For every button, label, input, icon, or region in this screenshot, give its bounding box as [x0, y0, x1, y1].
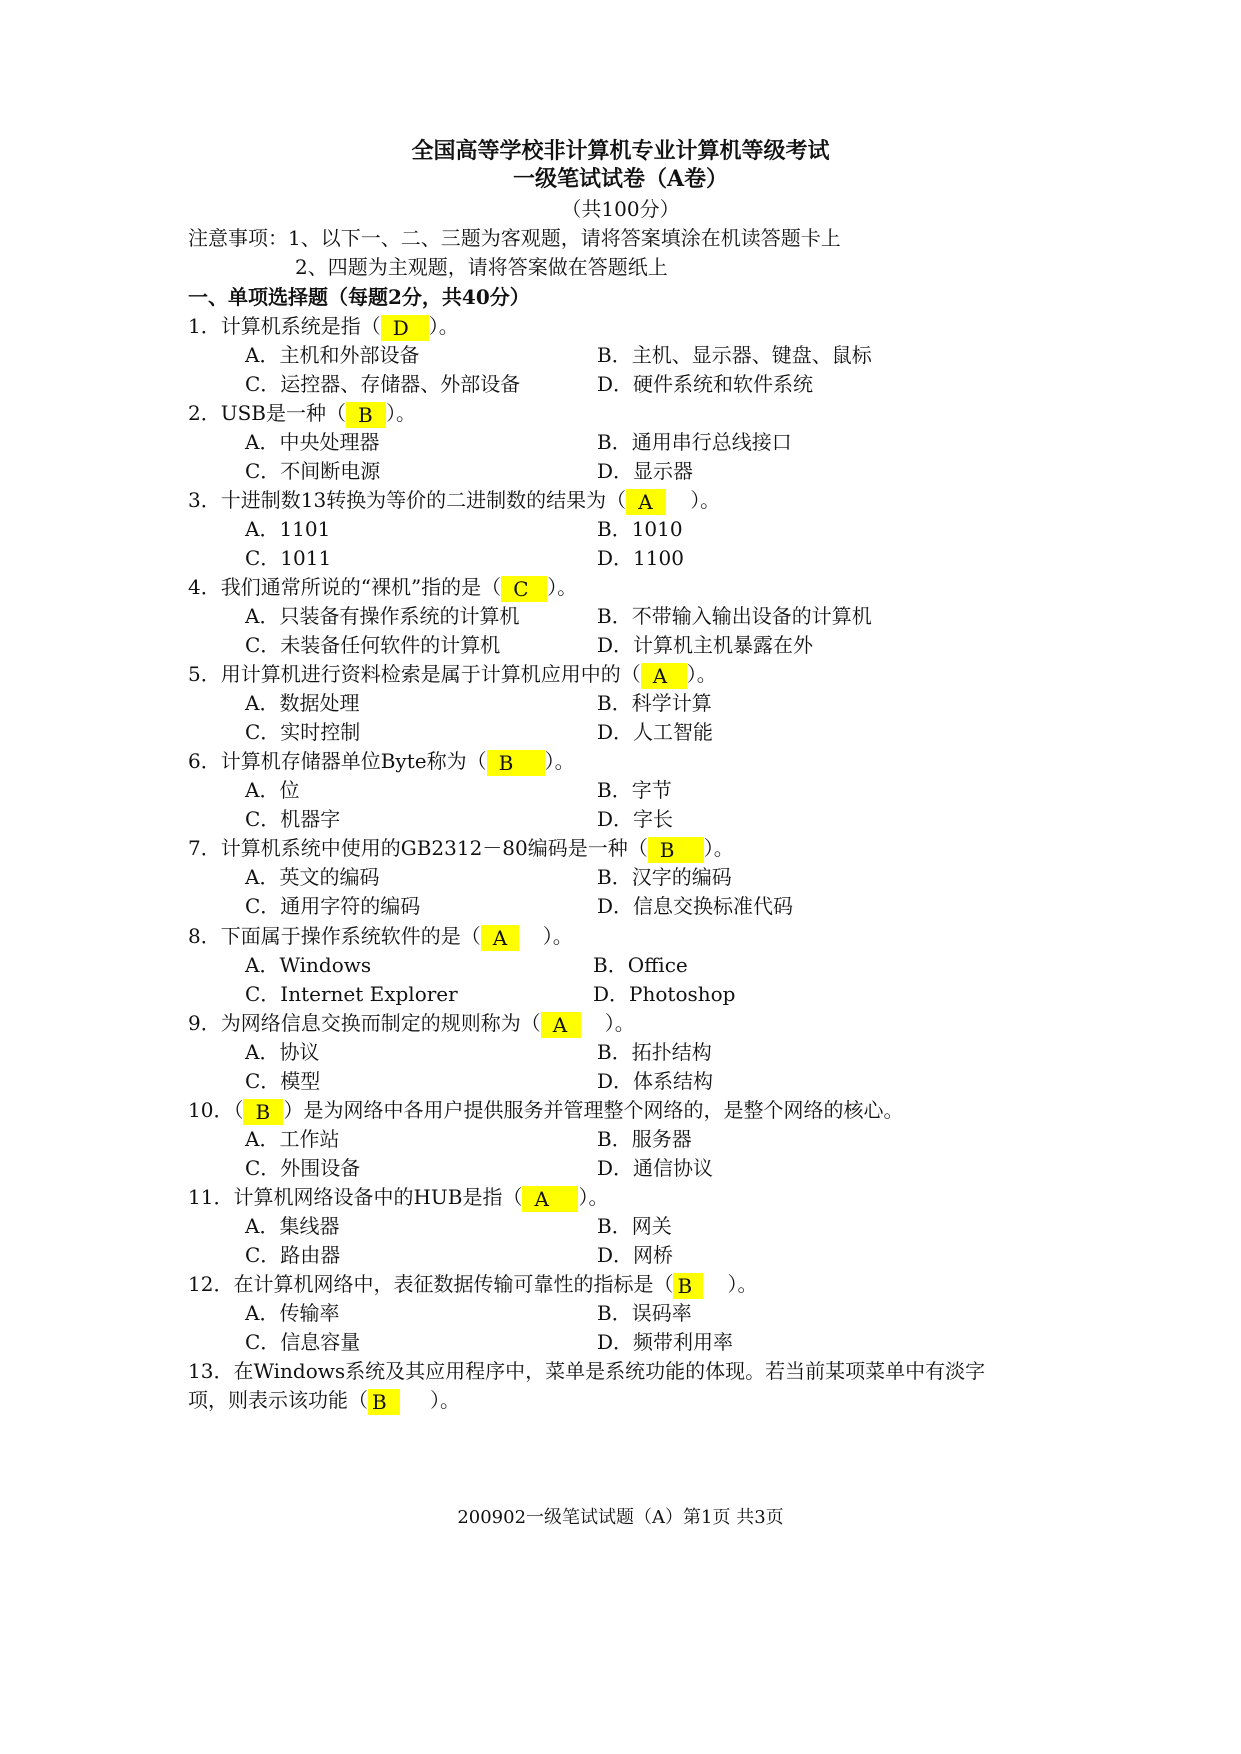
answer-highlight: C [501, 576, 547, 602]
answer-highlight: B [243, 1099, 283, 1125]
total-score: （共100分） [561, 197, 680, 221]
option-a: A．数据处理 [245, 691, 360, 715]
exam-subtitle: 一级笔试试卷（A卷） [512, 166, 729, 192]
option-d: D．计算机主机暴露在外 [597, 633, 814, 657]
answer-highlight: B [673, 1273, 703, 1299]
option-c: C．外围设备 [245, 1156, 361, 1180]
option-d: D．人工智能 [597, 720, 714, 744]
option-d: D．1100 [597, 546, 684, 570]
answer-highlight: A [641, 663, 687, 689]
answer-highlight: B [346, 402, 386, 428]
option-b: B．服务器 [597, 1127, 692, 1151]
question-stem: 11．计算机网络设备中的HUB是指（ A ）。 [188, 1185, 609, 1211]
option-d: D．字长 [597, 807, 674, 831]
question-stem: 13．在Windows系统及其应用程序中，菜单是系统功能的体现。若当前某项菜单中有淡字 [188, 1359, 986, 1383]
question-stem: 2．USB是一种（ B ）。 [188, 401, 416, 427]
option-d: D．通信协议 [597, 1156, 714, 1180]
question-stem: 4．我们通常所说的“裸机”指的是（ C ）。 [188, 575, 578, 601]
option-b: B．字节 [597, 778, 672, 802]
page-footer: 200902一级笔试试题（A）第1页 共3页 [457, 1507, 784, 1528]
option-b: B．1010 [597, 517, 683, 541]
option-a: A．Windows [245, 953, 372, 977]
option-d: D．信息交换标准代码 [597, 894, 794, 918]
option-c: C．Internet Explorer [245, 982, 458, 1006]
option-d: D．网桥 [597, 1243, 674, 1267]
option-a: A．中央处理器 [245, 430, 380, 454]
option-a: A．英文的编码 [245, 865, 380, 889]
option-c: C．未装备任何软件的计算机 [245, 633, 501, 657]
option-a: A．主机和外部设备 [245, 343, 420, 367]
option-d: D．Photoshop [593, 982, 736, 1006]
question-stem: 5．用计算机进行资料检索是属于计算机应用中的（ A ）。 [188, 662, 717, 688]
question-stem: 10．（ B ）是为网络中各用户提供服务并管理整个网络的，是整个网络的核心。 [188, 1098, 904, 1124]
answer-highlight: A [626, 489, 666, 515]
question-stem: 7．计算机系统中使用的GB2312－80编码是一种（ B ）。 [188, 836, 734, 862]
option-b: B．误码率 [597, 1301, 692, 1325]
option-b: B．通用串行总线接口 [597, 430, 792, 454]
option-b: B．不带输入输出设备的计算机 [597, 604, 872, 628]
question-stem: 9．为网络信息交换而制定的规则称为（ A ）。 [188, 1011, 635, 1037]
option-d: D．体系结构 [597, 1069, 714, 1093]
question-stem: 6．计算机存储器单位Byte称为（ B ）。 [188, 749, 575, 775]
option-a: A．协议 [245, 1040, 320, 1064]
option-a: A．位 [245, 778, 300, 802]
option-c: C．运控器、存储器、外部设备 [245, 372, 521, 396]
question-stem-continued: 项，则表示该功能（ B ）。 [188, 1388, 460, 1414]
option-b: B．科学计算 [597, 691, 712, 715]
question-stem: 1．计算机系统是指（ D ）。 [188, 314, 459, 340]
option-d: D．硬件系统和软件系统 [597, 372, 814, 396]
answer-highlight: A [541, 1012, 581, 1038]
option-b: B．Office [593, 953, 688, 977]
option-a: A．集线器 [245, 1214, 340, 1238]
answer-highlight: D [381, 315, 429, 341]
exam-title: 全国高等学校非计算机专业计算机等级考试 [411, 138, 830, 164]
option-c: C．信息容量 [245, 1330, 361, 1354]
answer-highlight: B [487, 750, 545, 776]
option-a: A．工作站 [245, 1127, 340, 1151]
option-d: D．频带利用率 [597, 1330, 734, 1354]
question-stem: 8．下面属于操作系统软件的是（ A ）。 [188, 924, 573, 950]
option-a: A．传输率 [245, 1301, 340, 1325]
answer-highlight: B [648, 837, 704, 863]
notes-line-2: 2、四题为主观题，请将答案做在答题纸上 [295, 255, 668, 279]
answer-highlight: A [481, 925, 519, 951]
option-c: C．不间断电源 [245, 459, 381, 483]
option-c: C．1011 [245, 546, 332, 570]
option-b: B．主机、显示器、键盘、鼠标 [597, 343, 872, 367]
option-d: D．显示器 [597, 459, 694, 483]
option-c: C．通用字符的编码 [245, 894, 421, 918]
option-a: A．1101 [245, 517, 331, 541]
option-b: B．拓扑结构 [597, 1040, 712, 1064]
option-a: A．只装备有操作系统的计算机 [245, 604, 520, 628]
section-title: 一、单项选择题（每题2分，共40分） [188, 285, 530, 309]
notes-line-1: 注意事项：1、以下一、二、三题为客观题，请将答案填涂在机读答题卡上 [188, 226, 841, 250]
option-c: C．实时控制 [245, 720, 361, 744]
question-stem: 12．在计算机网络中，表征数据传输可靠性的指标是（ B ）。 [188, 1272, 758, 1298]
answer-highlight: B [368, 1389, 400, 1415]
option-c: C．路由器 [245, 1243, 341, 1267]
option-c: C．模型 [245, 1069, 321, 1093]
option-b: B．网关 [597, 1214, 672, 1238]
question-stem: 3．十进制数13转换为等价的二进制数的结果为（ A ）。 [188, 488, 721, 514]
option-c: C．机器字 [245, 807, 341, 831]
option-b: B．汉字的编码 [597, 865, 732, 889]
answer-highlight: A [522, 1186, 578, 1212]
